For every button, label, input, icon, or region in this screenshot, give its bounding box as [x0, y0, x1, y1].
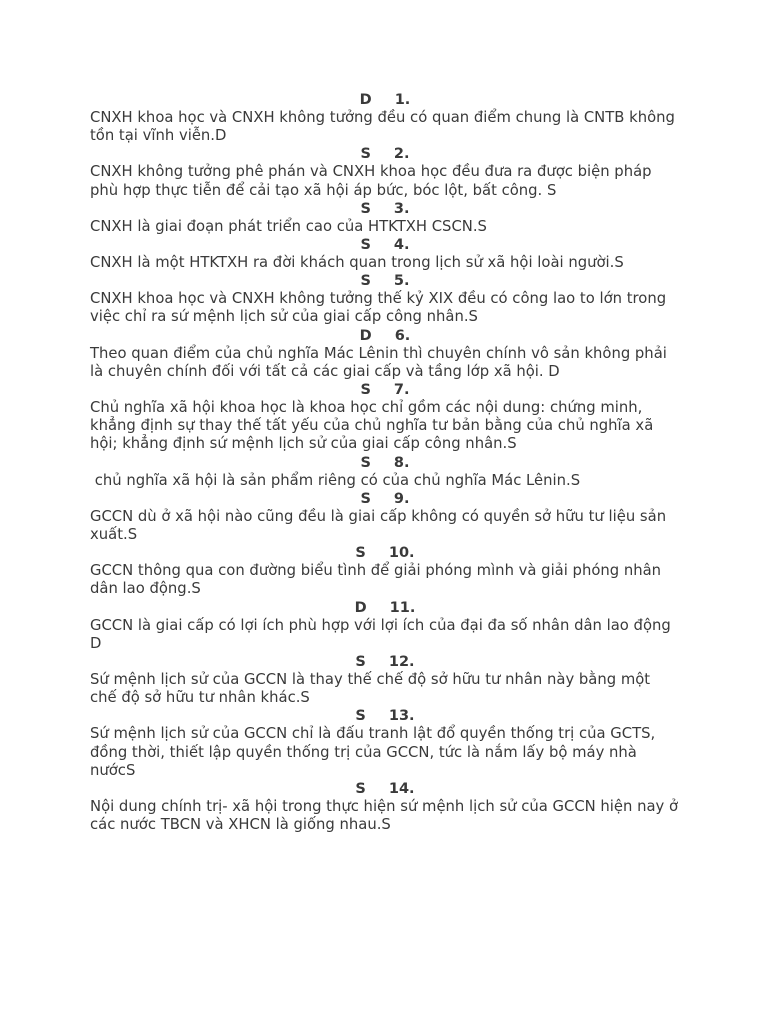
question-header	[90, 327, 680, 345]
question-number: 2.	[393, 146, 410, 163]
question-header	[90, 490, 680, 508]
question-header	[90, 200, 680, 218]
question-number: 5.	[393, 273, 410, 290]
question-number: 3.	[393, 200, 410, 217]
question-header	[90, 780, 680, 798]
question-text: GCCN là giai cấp có lợi ích phù hợp với lợi ích của đại đa số nhân dân lao động D	[90, 616, 671, 652]
question-header	[90, 599, 680, 617]
question-11	[90, 599, 680, 653]
answer-mark: S	[355, 708, 366, 725]
question-text: chủ nghĩa xã hội là sản phẩm riêng có của chủ nghĩa Mác Lênin.S	[90, 471, 581, 489]
question-text: Nội dung chính trị- xã hội trong thực hiện sứ mệnh lịch sử của GCCN hiện nay ở các nước TBCN và XHCN là giống nhau.S	[90, 798, 679, 834]
question-12	[90, 653, 680, 707]
question-number: 8.	[393, 454, 410, 471]
question-text: CNXH là một HTKTXH ra đời khách quan trong lịch sử xã hội loài người.S	[90, 254, 624, 272]
question-number: 1.	[394, 92, 411, 108]
question-text: Theo quan điểm của chủ nghĩa Mác Lênin thì chuyên chính vô sản không phải là chuyên chính đối với tất cả các giai cấp và tầng lớp xã hội. D	[90, 344, 667, 380]
answer-mark: D	[359, 327, 372, 344]
answer-mark: S	[355, 781, 366, 798]
question-header	[90, 91, 680, 109]
question-number: 11.	[389, 599, 416, 616]
question-header	[90, 454, 680, 472]
question-text: CNXH khoa học và CNXH không tưởng đều có quan điểm chung là CNTB không tồn tại vĩnh viễn.D	[90, 109, 675, 145]
question-text: Chủ nghĩa xã hội khoa học là khoa học chỉ gồm các nội dung: chứng minh, khẳng định sự thay thế tất yếu của chủ nghĩa tư bản bằng của chủ nghĩa xã hội; khẳng định sứ mệnh lịch sử của giai cấp công nhân.S	[90, 399, 654, 453]
question-10	[90, 544, 680, 598]
question-2	[90, 145, 680, 199]
question-header	[90, 544, 680, 562]
answer-mark: S	[360, 146, 371, 163]
answer-mark: S	[360, 382, 371, 399]
answer-mark: S	[355, 545, 366, 562]
question-text: GCCN thông qua con đường biểu tình để giải phóng mình và giải phóng nhân dân lao động.S	[90, 562, 662, 598]
question-9	[90, 490, 680, 544]
question-text: Sứ mệnh lịch sử của GCCN chỉ là đấu tranh lật đổ quyền thống trị của GCTS, đồng thời, thiết lập quyền thống trị của GCCN, tức là nắm lấy bộ máy nhà nướcS	[90, 725, 656, 779]
question-header	[90, 707, 680, 725]
question-13	[90, 707, 680, 780]
answer-mark: S	[360, 200, 371, 217]
question-number: 4.	[393, 237, 410, 254]
answer-mark: S	[360, 454, 371, 471]
question-14	[90, 780, 680, 834]
answer-mark: S	[360, 273, 371, 290]
answer-mark: S	[360, 490, 371, 507]
question-header	[90, 236, 680, 254]
question-header	[90, 272, 680, 290]
question-number: 14.	[388, 781, 415, 798]
question-text: CNXH khoa học và CNXH không tưởng thế kỷ XIX đều có công lao to lớn trong việc chỉ ra sứ mệnh lịch sử của giai cấp công nhân.S	[90, 290, 667, 326]
question-number: 9.	[393, 490, 410, 507]
question-number: 10.	[388, 545, 415, 562]
question-header	[90, 653, 680, 671]
question-header	[90, 381, 680, 399]
question-5	[90, 272, 680, 326]
question-text: GCCN dù ở xã hội nào cũng đều là giai cấp không có quyền sở hữu tư liệu sản xuất.S	[90, 507, 667, 544]
question-text: CNXH không tưởng phê phán và CNXH khoa học đều đưa ra được biện pháp phù hợp thực tiễn để cải tạo xã hội áp bức, bóc lột, bất công. S	[90, 163, 652, 199]
question-text: CNXH là giai đoạn phát triển cao của HTKTXH CSCN.S	[90, 217, 487, 235]
question-number: 13.	[388, 708, 415, 725]
question-header	[90, 145, 680, 163]
answer-mark: D	[359, 92, 372, 108]
question-6	[90, 327, 680, 381]
question-7	[90, 381, 680, 454]
question-text: Sứ mệnh lịch sử của GCCN là thay thế chế độ sở hữu tư nhân này bằng một chế độ sở hữu tư nhân khác.S	[90, 671, 651, 707]
answer-mark: S	[355, 654, 366, 671]
answer-mark: S	[360, 237, 371, 254]
question-number: 6.	[394, 327, 411, 344]
answer-mark: D	[354, 599, 367, 616]
question-4	[90, 236, 680, 272]
question-1	[90, 91, 680, 145]
question-8	[90, 454, 680, 490]
question-number: 7.	[393, 382, 410, 399]
question-3	[90, 200, 680, 236]
question-number: 12.	[388, 654, 415, 671]
